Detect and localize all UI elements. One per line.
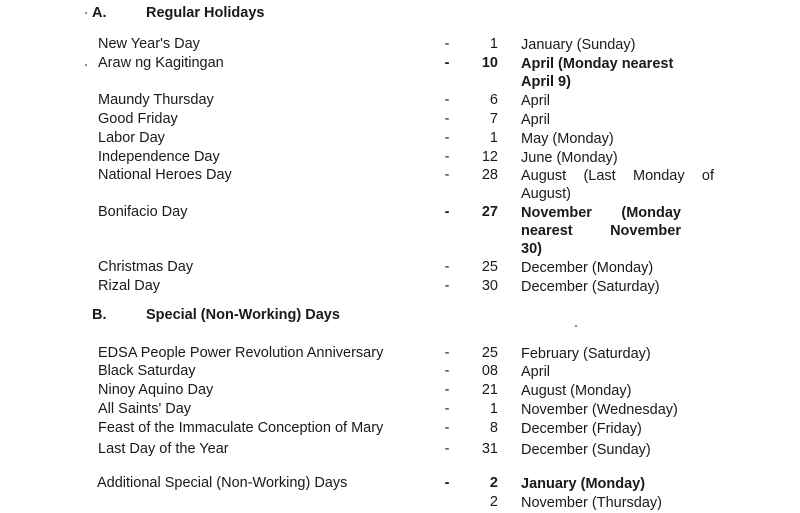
dash: - (444, 382, 450, 398)
dash: - (444, 111, 450, 127)
holiday-name: Ninoy Aquino Day (98, 382, 214, 398)
holiday-day: 31 (481, 441, 498, 457)
holiday-name: Feast of the Immaculate Conception of Mary (98, 420, 384, 436)
additional-day-1: 2 (489, 475, 498, 491)
holiday-date: May (Monday) (521, 131, 614, 147)
section-b-letter: B. (92, 307, 107, 323)
dash: - (444, 441, 450, 457)
holiday-name: Maundy Thursday (98, 92, 214, 108)
holiday-name: Labor Day (98, 130, 165, 146)
holiday-date: January (Sunday) (521, 37, 636, 53)
holiday-day: 6 (489, 92, 498, 108)
dash: - (444, 204, 450, 220)
holiday-day: 25 (481, 345, 498, 361)
holiday-name: Christmas Day (98, 259, 194, 275)
dash: - (444, 345, 450, 361)
holiday-name: EDSA People Power Revolution Anniversary (98, 345, 384, 361)
holiday-date-line: nearest November (521, 223, 681, 239)
holiday-day: 30 (481, 278, 498, 294)
holiday-day: 28 (481, 167, 498, 183)
holiday-date-line: April 9) (521, 74, 571, 90)
holiday-date: December (Monday) (521, 260, 654, 276)
holiday-date (521, 204, 681, 258)
dash: - (444, 36, 450, 52)
holiday-date: April (521, 93, 551, 109)
holiday-date: June (Monday) (521, 150, 618, 166)
dash: - (444, 420, 450, 436)
holiday-date-line: April (Monday nearest (521, 56, 674, 72)
scan-speck (575, 325, 577, 327)
dash: - (444, 55, 450, 71)
holiday-name: Bonifacio Day (98, 204, 188, 220)
section-a-letter: A. (92, 5, 107, 21)
holiday-date: April (521, 364, 551, 380)
dash: - (444, 130, 450, 146)
holiday-name: Black Saturday (98, 363, 196, 379)
holiday-date: November (Wednesday) (521, 402, 678, 418)
holiday-date: April (521, 112, 551, 128)
holiday-name: National Heroes Day (98, 167, 232, 183)
holiday-day: 27 (481, 204, 498, 220)
holiday-day: 08 (481, 363, 498, 379)
scan-speck (85, 12, 87, 14)
additional-day-2: 2 (489, 494, 498, 510)
section-a-title: Regular Holidays (146, 5, 265, 21)
holiday-date-line: 30) (521, 241, 542, 257)
holiday-name: Independence Day (98, 149, 220, 165)
holiday-day: 1 (489, 36, 498, 52)
holiday-name: Araw ng Kagitingan (98, 55, 224, 71)
holiday-name: All Saints' Day (98, 401, 192, 417)
holiday-name: Rizal Day (98, 278, 161, 294)
holiday-name: Last Day of the Year (98, 441, 229, 457)
holiday-date-line: August) (521, 186, 571, 202)
dash: - (444, 149, 450, 165)
holiday-date-line: August (Last Monday of (521, 168, 714, 184)
holiday-day: 7 (489, 111, 498, 127)
dash: - (444, 278, 450, 294)
holiday-date: December (Saturday) (521, 279, 660, 295)
holiday-day: 21 (481, 382, 498, 398)
dash: - (444, 475, 450, 491)
holiday-date: December (Friday) (521, 421, 642, 437)
dash: - (444, 167, 450, 183)
holiday-date (521, 167, 714, 203)
section-a-heading (92, 5, 264, 21)
scan-speck (85, 64, 87, 66)
holiday-date-line: November (Monday (521, 205, 681, 221)
holiday-day: 8 (489, 420, 498, 436)
holiday-day: 10 (481, 55, 498, 71)
dash: - (444, 401, 450, 417)
holiday-date: February (Saturday) (521, 346, 651, 362)
holiday-name: New Year's Day (98, 36, 200, 52)
dash: - (444, 363, 450, 379)
holiday-day: 25 (481, 259, 498, 275)
additional-days-name: Additional Special (Non-Working) Days (97, 475, 348, 491)
section-b-title: Special (Non-Working) Days (146, 307, 340, 323)
additional-date-1: January (Monday) (521, 476, 646, 492)
holiday-date: December (Sunday) (521, 442, 651, 458)
holiday-day: 1 (489, 130, 498, 146)
section-b-heading (92, 307, 340, 323)
dash: - (444, 92, 450, 108)
holiday-day: 12 (481, 149, 498, 165)
holiday-date (521, 55, 714, 91)
holiday-day: 1 (489, 401, 498, 417)
holiday-date: August (Monday) (521, 383, 632, 399)
dash: - (444, 259, 450, 275)
additional-date-2: November (Thursday) (521, 495, 663, 511)
holiday-name: Good Friday (98, 111, 178, 127)
